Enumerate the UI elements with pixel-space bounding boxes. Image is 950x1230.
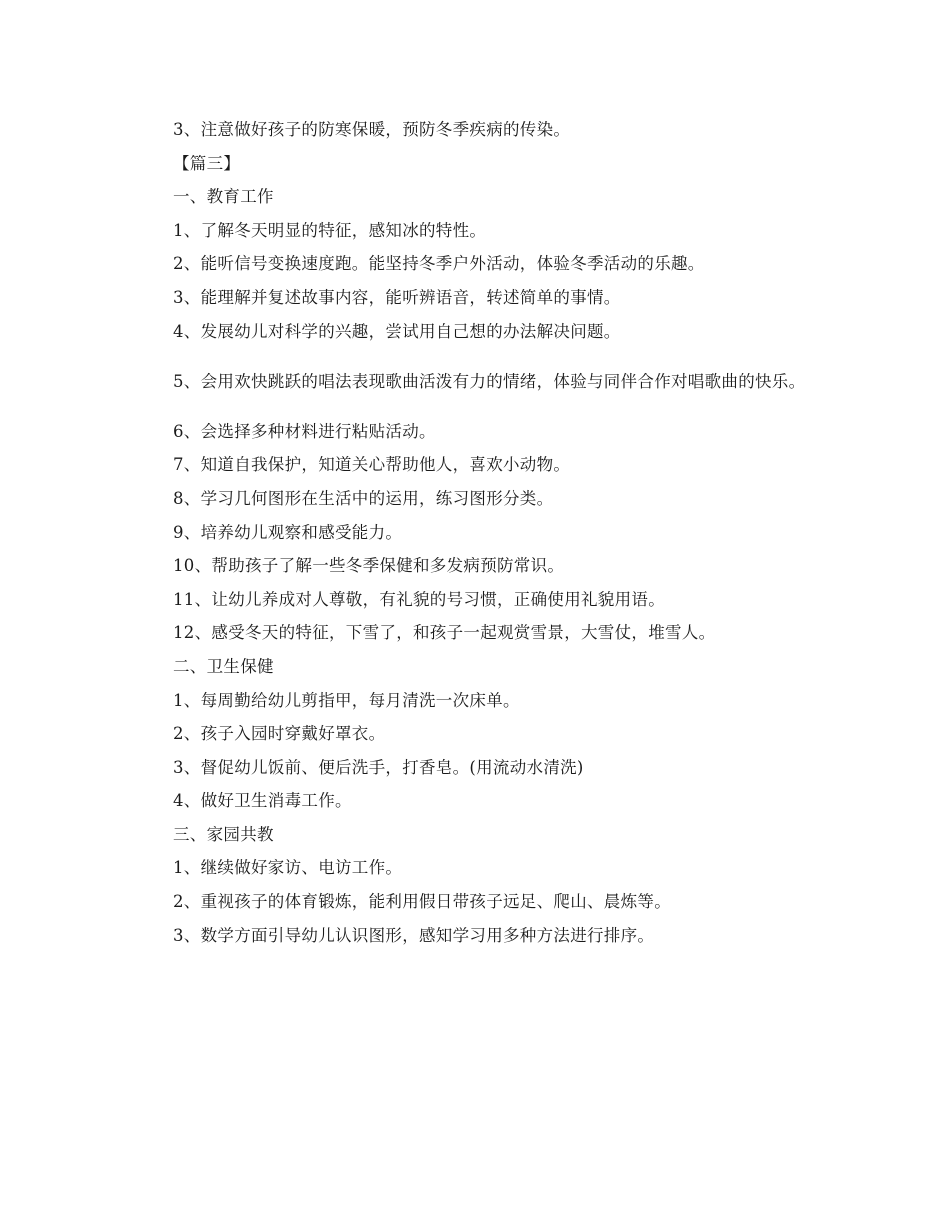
- section-heading: 【篇三】: [173, 153, 241, 173]
- list-item: 11、让幼儿养成对人尊敬，有礼貌的号习惯，正确使用礼貌用语。: [173, 589, 665, 609]
- list-item: 2、能听信号变换速度跑。能坚持冬季户外活动，体验冬季活动的乐趣。: [173, 254, 705, 274]
- paragraph-line: 3、注意做好孩子的防寒保暖，预防冬季疾病的传染。: [173, 120, 571, 139]
- list-item: 7、知道自我保护，知道关心帮助他人，喜欢小动物。: [173, 455, 571, 475]
- document-body: [139, 113, 819, 952]
- subsection-heading: 三、家园共教: [173, 824, 274, 844]
- list-item: 3、督促幼儿饭前、便后洗手，打香皂。(用流动水清洗): [173, 757, 584, 777]
- list-item: 1、每周勤给幼儿剪指甲，每月清洗一次床单。: [173, 690, 520, 710]
- list-item: 3、数学方面引导幼儿认识图形，感知学习用多种方法进行排序。: [173, 925, 655, 945]
- list-item: 5、会用欢快跳跃的唱法表现歌曲活泼有力的情绪，体验与同伴合作对唱歌曲的快乐。: [173, 371, 806, 391]
- list-item: 4、做好卫生消毒工作。: [173, 791, 352, 811]
- list-item: 1、继续做好家访、电访工作。: [173, 858, 403, 878]
- list-item: 2、重视孩子的体育锻炼，能利用假日带孩子远足、爬山、晨炼等。: [173, 892, 671, 912]
- list-item: 8、学习几何图形在生活中的运用，练习图形分类。: [173, 488, 554, 508]
- list-item: 6、会选择多种材料进行粘贴活动。: [173, 421, 436, 441]
- subsection-heading: 二、卫生保健: [173, 656, 274, 676]
- list-item: 4、发展幼儿对科学的兴趣，尝试用自己想的办法解决问题。: [173, 321, 621, 341]
- list-item: 10、帮助孩子了解一些冬季保健和多发病预防常识。: [173, 556, 565, 576]
- list-item: 9、培养幼儿观察和感受能力。: [173, 522, 403, 542]
- subsection-heading: 一、教育工作: [173, 187, 274, 207]
- list-item: 12、感受冬天的特征，下雪了，和孩子一起观赏雪景，大雪仗，堆雪人。: [173, 623, 716, 643]
- list-item: 1、了解冬天明显的特征，感知冰的特性。: [173, 220, 487, 240]
- list-item: 2、孩子入园时穿戴好罩衣。: [173, 724, 386, 744]
- list-item: 3、能理解并复述故事内容，能听辨语音，转述简单的事情。: [173, 287, 621, 307]
